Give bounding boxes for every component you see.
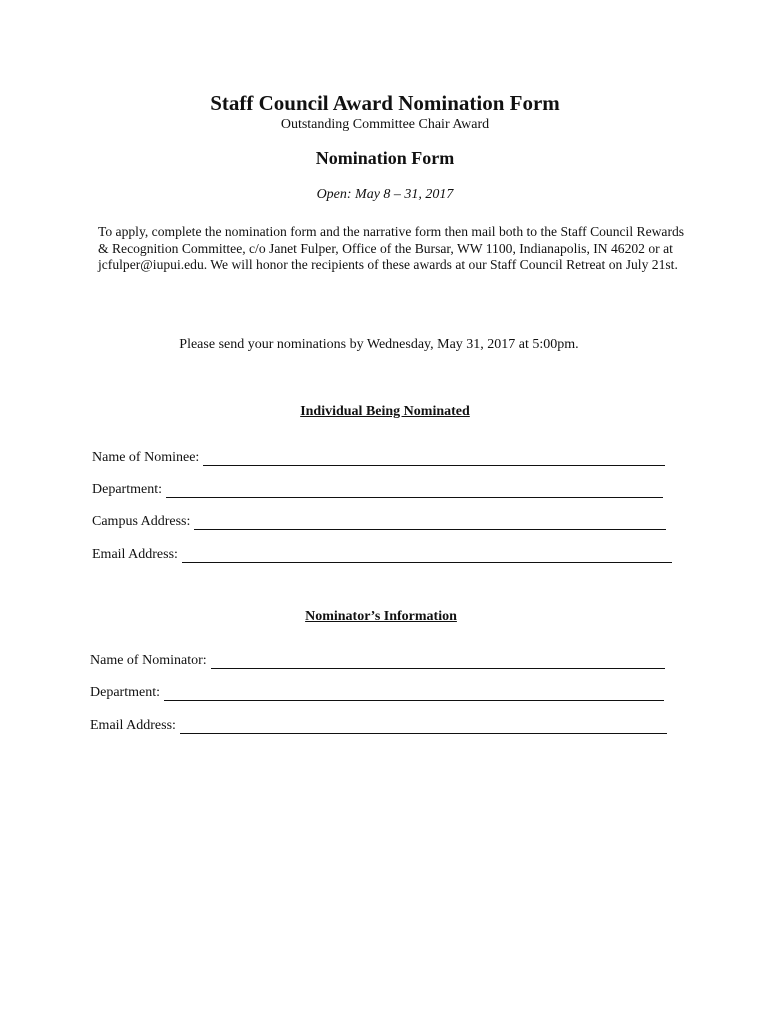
form-heading: Nomination Form — [315, 148, 455, 168]
nominee-email-blank[interactable] — [182, 549, 672, 563]
nominee-email-field[interactable] — [92, 545, 672, 563]
nominator-department-field[interactable] — [90, 683, 664, 701]
nominee-name-field[interactable] — [92, 448, 665, 466]
nominee-section-heading: Individual Being Nominated — [300, 404, 470, 419]
form-title: Staff Council Award Nomination Form — [210, 91, 560, 115]
award-subtitle: Outstanding Committee Chair Award — [280, 117, 490, 132]
nominee-email-label: Email Address: — [92, 547, 178, 562]
deadline-notice: Please send your nominations by Wednesday, May 31, 2017 at 5:00pm. — [179, 337, 579, 352]
nominator-email-field[interactable] — [90, 716, 667, 734]
nominee-campus-address-blank[interactable] — [194, 516, 666, 530]
nominee-campus-address-field[interactable] — [92, 512, 666, 530]
nominee-name-blank[interactable] — [203, 452, 665, 466]
nominee-department-field[interactable] — [92, 480, 663, 498]
nominator-email-blank[interactable] — [180, 720, 667, 734]
nominator-email-label: Email Address: — [90, 718, 176, 733]
instructions-paragraph: To apply, complete the nomination form and the narrative form then mail both to the Staff Council Rewards & Recognition Committee, c/o Janet Fulper, Office of the Bursar, WW 1100, Indianapolis, IN 46202 or at jcfulper@iupui.edu. We will honor the recipients of these awards at our Staff Council Retreat on July 21st. — [98, 224, 685, 272]
open-dates: Open: May 8 – 31, 2017 — [316, 187, 454, 202]
nominator-name-field[interactable] — [90, 651, 665, 669]
nominator-section-heading: Nominator’s Information — [305, 609, 457, 624]
nominator-name-label: Name of Nominator: — [90, 653, 207, 668]
nominator-department-label: Department: — [90, 685, 160, 700]
nominee-campus-address-label: Campus Address: — [92, 514, 191, 529]
nominee-department-blank[interactable] — [166, 484, 663, 498]
nominee-department-label: Department: — [92, 482, 162, 497]
nominator-name-blank[interactable] — [211, 655, 665, 669]
nominee-name-label: Name of Nominee: — [92, 450, 200, 465]
nominator-department-blank[interactable] — [164, 687, 664, 701]
